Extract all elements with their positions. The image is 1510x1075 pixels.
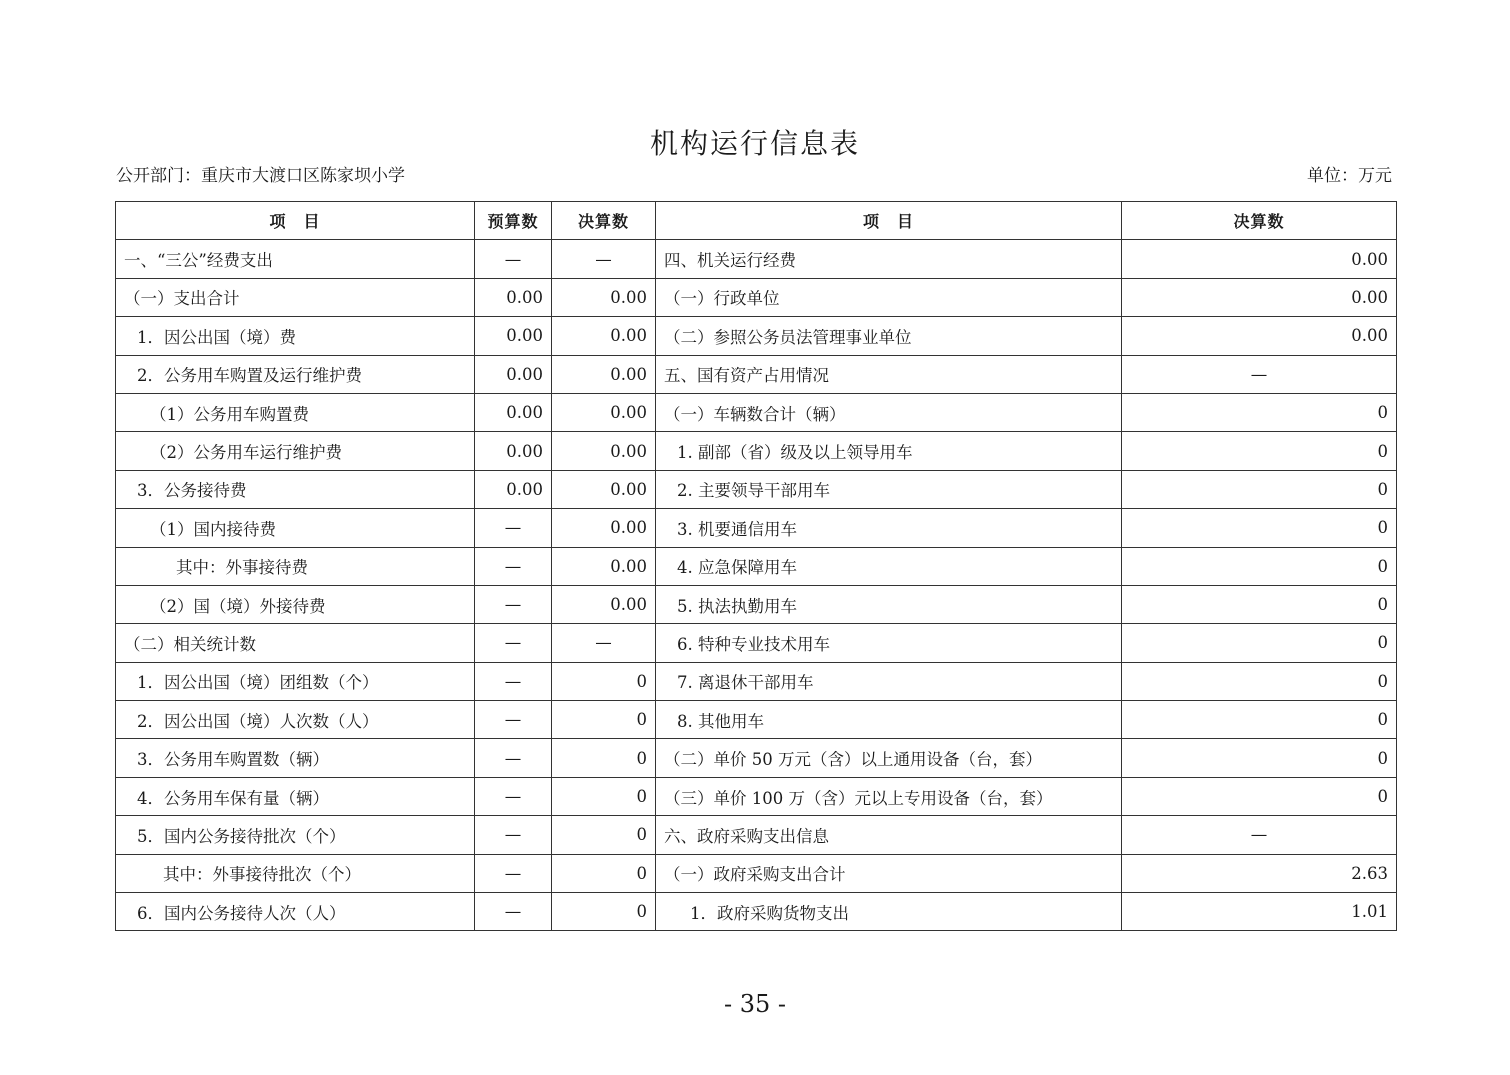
table-row bbox=[116, 854, 1397, 892]
left-item-label: 1．因公出国（境）费 bbox=[116, 317, 475, 355]
table-row bbox=[116, 624, 1397, 662]
right-final-value: 1.01 bbox=[1122, 893, 1397, 931]
budget-value: — bbox=[475, 240, 552, 278]
left-item-label: （2）国（境）外接待费 bbox=[116, 585, 475, 623]
right-final-value: 0 bbox=[1122, 739, 1397, 777]
right-item-label: 4. 应急保障用车 bbox=[656, 547, 1122, 585]
final-value: 0 bbox=[552, 777, 656, 815]
header-final: 决算数 bbox=[552, 202, 656, 240]
right-item-label: 六、政府采购支出信息 bbox=[656, 816, 1122, 854]
final-value: — bbox=[552, 240, 656, 278]
left-item-label: 其中：外事接待费 bbox=[116, 547, 475, 585]
right-item-label: 8. 其他用车 bbox=[656, 701, 1122, 739]
right-item-label: （一）行政单位 bbox=[656, 278, 1122, 316]
final-value: 0.00 bbox=[552, 432, 656, 470]
table-row bbox=[116, 739, 1397, 777]
right-item-label: 2. 主要领导干部用车 bbox=[656, 470, 1122, 508]
final-value: 0 bbox=[552, 893, 656, 931]
budget-value: — bbox=[475, 509, 552, 547]
right-item-label: 6. 特种专业技术用车 bbox=[656, 624, 1122, 662]
right-final-value: 0 bbox=[1122, 624, 1397, 662]
final-value: 0 bbox=[552, 854, 656, 892]
header-final-right: 决算数 bbox=[1122, 202, 1397, 240]
table-row bbox=[116, 240, 1397, 278]
left-item-label: 5．国内公务接待批次（个） bbox=[116, 816, 475, 854]
header-budget: 预算数 bbox=[475, 202, 552, 240]
right-final-value: 0 bbox=[1122, 470, 1397, 508]
right-final-value: 0.00 bbox=[1122, 278, 1397, 316]
right-final-value: 0 bbox=[1122, 777, 1397, 815]
table-row bbox=[116, 662, 1397, 700]
right-item-label: 四、机关运行经费 bbox=[656, 240, 1122, 278]
final-value: 0.00 bbox=[552, 278, 656, 316]
right-item-label: 3. 机要通信用车 bbox=[656, 509, 1122, 547]
table-row bbox=[116, 470, 1397, 508]
table-row bbox=[116, 547, 1397, 585]
table-header-row bbox=[116, 202, 1397, 240]
left-item-label: 4．公务用车保有量（辆） bbox=[116, 777, 475, 815]
table-row bbox=[116, 893, 1397, 931]
right-item-label: 1．政府采购货物支出 bbox=[656, 893, 1122, 931]
left-item-label: 3．公务接待费 bbox=[116, 470, 475, 508]
final-value: 0.00 bbox=[552, 317, 656, 355]
right-final-value: 2.63 bbox=[1122, 854, 1397, 892]
budget-value: — bbox=[475, 854, 552, 892]
final-value: 0 bbox=[552, 701, 656, 739]
left-item-label: （2）公务用车运行维护费 bbox=[116, 432, 475, 470]
right-final-value: 0 bbox=[1122, 662, 1397, 700]
budget-value: — bbox=[475, 701, 552, 739]
right-item-label: 1. 副部（省）级及以上领导用车 bbox=[656, 432, 1122, 470]
department-label: 公开部门：重庆市大渡口区陈家坝小学 bbox=[116, 166, 405, 186]
final-value: 0.00 bbox=[552, 470, 656, 508]
left-item-label: 2．公务用车购置及运行维护费 bbox=[116, 355, 475, 393]
right-item-label: （一）政府采购支出合计 bbox=[656, 854, 1122, 892]
unit-label: 单位：万元 bbox=[1307, 166, 1392, 186]
left-item-label: 1．因公出国（境）团组数（个） bbox=[116, 662, 475, 700]
table-row bbox=[116, 355, 1397, 393]
budget-value: 0.00 bbox=[475, 393, 552, 431]
budget-value: — bbox=[475, 739, 552, 777]
budget-value: — bbox=[475, 585, 552, 623]
final-value: 0.00 bbox=[552, 547, 656, 585]
right-final-value: 0.00 bbox=[1122, 317, 1397, 355]
left-item-label: （1）公务用车购置费 bbox=[116, 393, 475, 431]
table-body bbox=[116, 240, 1397, 931]
right-final-value: 0 bbox=[1122, 393, 1397, 431]
left-item-label: 一、“三公”经费支出 bbox=[116, 240, 475, 278]
final-value: — bbox=[552, 624, 656, 662]
page-title: 机构运行信息表 bbox=[649, 127, 860, 160]
right-final-value: — bbox=[1122, 355, 1397, 393]
table-row bbox=[116, 585, 1397, 623]
budget-value: 0.00 bbox=[475, 278, 552, 316]
table-row bbox=[116, 317, 1397, 355]
header-item: 项 目 bbox=[116, 202, 475, 240]
table-row bbox=[116, 701, 1397, 739]
right-item-label: 7. 离退休干部用车 bbox=[656, 662, 1122, 700]
final-value: 0.00 bbox=[552, 355, 656, 393]
final-value: 0 bbox=[552, 739, 656, 777]
table-row bbox=[116, 278, 1397, 316]
right-item-label: （二）单价 50 万元（含）以上通用设备（台，套） bbox=[656, 739, 1122, 777]
right-final-value: 0 bbox=[1122, 509, 1397, 547]
right-item-label: （一）车辆数合计（辆） bbox=[656, 393, 1122, 431]
final-value: 0 bbox=[552, 816, 656, 854]
budget-value: — bbox=[475, 893, 552, 931]
right-final-value: — bbox=[1122, 816, 1397, 854]
left-item-label: 3．公务用车购置数（辆） bbox=[116, 739, 475, 777]
budget-value: — bbox=[475, 624, 552, 662]
table-row bbox=[116, 432, 1397, 470]
left-item-label: 6．国内公务接待人次（人） bbox=[116, 893, 475, 931]
budget-value: 0.00 bbox=[475, 432, 552, 470]
right-final-value: 0 bbox=[1122, 547, 1397, 585]
right-item-label: （二）参照公务员法管理事业单位 bbox=[656, 317, 1122, 355]
institution-operation-table bbox=[115, 201, 1397, 931]
right-item-label: 5. 执法执勤用车 bbox=[656, 585, 1122, 623]
right-final-value: 0 bbox=[1122, 432, 1397, 470]
right-final-value: 0.00 bbox=[1122, 240, 1397, 278]
budget-value: — bbox=[475, 816, 552, 854]
page-number: - 35 - bbox=[723, 990, 786, 1018]
table-row bbox=[116, 509, 1397, 547]
left-item-label: 其中：外事接待批次（个） bbox=[116, 854, 475, 892]
table-row bbox=[116, 777, 1397, 815]
budget-value: 0.00 bbox=[475, 470, 552, 508]
right-item-label: 五、国有资产占用情况 bbox=[656, 355, 1122, 393]
left-item-label: （1）国内接待费 bbox=[116, 509, 475, 547]
right-final-value: 0 bbox=[1122, 585, 1397, 623]
budget-value: — bbox=[475, 547, 552, 585]
right-item-label: （三）单价 100 万（含）元以上专用设备（台，套） bbox=[656, 777, 1122, 815]
final-value: 0 bbox=[552, 662, 656, 700]
table-row bbox=[116, 393, 1397, 431]
final-value: 0.00 bbox=[552, 585, 656, 623]
left-item-label: 2．因公出国（境）人次数（人） bbox=[116, 701, 475, 739]
final-value: 0.00 bbox=[552, 393, 656, 431]
left-item-label: （二）相关统计数 bbox=[116, 624, 475, 662]
table-row bbox=[116, 816, 1397, 854]
budget-value: — bbox=[475, 662, 552, 700]
right-final-value: 0 bbox=[1122, 701, 1397, 739]
budget-value: 0.00 bbox=[475, 317, 552, 355]
final-value: 0.00 bbox=[552, 509, 656, 547]
header-item-right: 项 目 bbox=[656, 202, 1122, 240]
budget-value: — bbox=[475, 777, 552, 815]
budget-value: 0.00 bbox=[475, 355, 552, 393]
left-item-label: （一）支出合计 bbox=[116, 278, 475, 316]
